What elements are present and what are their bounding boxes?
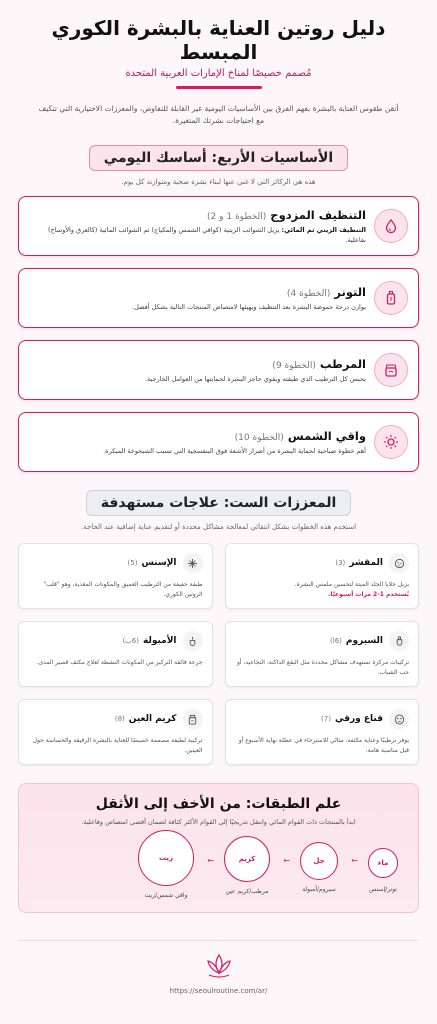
essential-steps: (الخطوة 4) — [286, 288, 331, 299]
booster-card-serum — [225, 621, 420, 687]
essential-title: التنظيف المزدوج — [270, 207, 366, 222]
essentials-list — [18, 196, 419, 472]
layering-description: ابدأ بالمنتجات ذات القوام المائي وانتقل تدريجيًا إلى القوام الأكثر كثافة لضمان أقصى امتصاص وفاعلية. — [81, 818, 356, 826]
boosters-heading-wrap — [18, 490, 419, 516]
essential-text: يحبس كل الترطيب الذي طبقته ويقوي حاجز البشرة لحمايتها من العوامل الخارجية. — [144, 374, 366, 383]
essential-lead: التنظيف الزيتي ثم المائي: — [281, 225, 366, 234]
essential-card-double-cleanse — [18, 196, 419, 256]
eye-cream-icon — [183, 709, 203, 729]
footer-url[interactable]: https://seoulroutine.com/ar/ — [169, 987, 268, 995]
layer-circle-water: ماء — [368, 848, 398, 878]
booster-steps: (6ا) — [330, 637, 342, 645]
booster-steps: (6ب) — [122, 637, 139, 645]
layer-label-oil: واقي شمس/زيت — [144, 892, 188, 899]
essentials-description: هذه هي الركائز التي لا غنى عنها لبناء بشرة صحية ومتوازنة كل يوم. — [121, 178, 316, 186]
essential-steps: (الخطوة 1 و 2) — [207, 211, 267, 222]
essentials-heading-wrap — [18, 145, 419, 171]
layer-circle-cream: كريم — [224, 836, 270, 882]
footer — [18, 940, 419, 995]
arrow-left-icon: ← — [207, 856, 214, 865]
essentials-heading: الأساسيات الأربع: أساسك اليومي — [89, 145, 348, 171]
exfoliate-icon — [389, 553, 409, 573]
essential-steps: (الخطوة 10) — [234, 432, 284, 443]
booster-highlight: يُستخدم 1-2 مرات أسبوعيًا. — [328, 590, 409, 598]
booster-card-exfoliator — [225, 543, 420, 609]
essential-text: أهم خطوة صباحية لحماية البشرة من أضرار الأشعة فوق البنفسجية التي تسبب الشيخوخة المبكرة. — [103, 446, 366, 455]
booster-card-ampoule — [18, 621, 213, 687]
booster-steps: (8) — [114, 715, 125, 723]
booster-title: السيروم — [345, 636, 383, 646]
booster-title: الأمبولة — [142, 636, 177, 646]
layer-label-gel: سيروم/أمبولة — [302, 886, 336, 893]
essential-title: المرطب — [319, 356, 366, 371]
essential-card-toner — [18, 268, 419, 328]
booster-text: جرعة فائقة التركيز من المكونات النشطة لعلاج مكثف قصير المدى. — [36, 659, 203, 666]
header — [18, 0, 419, 89]
sun-icon — [374, 425, 408, 459]
booster-card-essence — [18, 543, 213, 609]
layering-section — [18, 783, 419, 913]
booster-title: قناع ورقي — [334, 714, 383, 724]
essential-card-moisturizer — [18, 340, 419, 400]
booster-text: تركيبات مركزة تستهدف مشاكل محددة مثل البقع الداكنة، التجاعيد، أو حب الشباب. — [236, 659, 409, 676]
essential-text: يزيل الشوائب الزيتية (كواقي الشمس والمكياج) ثم الشوائب المائية (كالعرق والأوساخ) بفاعلية. — [48, 225, 366, 244]
title-divider — [176, 86, 262, 89]
boosters-heading: المعززات الست: علاجات مستهدفة — [86, 490, 352, 516]
layer-circle-gel: جل — [300, 842, 338, 880]
essential-card-sunscreen — [18, 412, 419, 472]
dropper-icon — [389, 631, 409, 651]
page-title: دليل روتين العناية بالبشرة الكوري المبسط — [51, 16, 386, 64]
booster-card-sheet-mask — [225, 699, 420, 765]
booster-title: كريم العين — [128, 714, 177, 724]
layering-steps — [29, 834, 408, 908]
ampoule-icon — [183, 631, 203, 651]
mask-icon — [389, 709, 409, 729]
booster-steps: (5) — [127, 559, 138, 567]
droplet-icon — [374, 209, 408, 243]
bottle-icon — [374, 281, 408, 315]
jar-icon — [374, 353, 408, 387]
arrow-left-icon: ← — [351, 856, 358, 865]
essential-title: التونر — [334, 284, 366, 299]
booster-card-eye-cream — [18, 699, 213, 765]
booster-steps: (3) — [335, 559, 346, 567]
boosters-description: استخدم هذه الخطوات بشكل انتقائي لمعالجة مشاكل محددة أو لتقديم عناية إضافية عند الحاجة. — [80, 523, 357, 531]
lotus-logo-icon — [18, 953, 419, 983]
essential-steps: (الخطوة 9) — [272, 360, 316, 371]
layer-circle-oil: زيت — [138, 830, 194, 886]
layer-label-cream: مرطب/كريم عين — [225, 888, 269, 895]
booster-text: يوفر ترطيبًا وعناية مكثفة، مثالي للاسترخاء في عطلة نهاية الأسبوع أو قبل مناسبة هامة. — [238, 737, 409, 754]
booster-text: يزيل خلايا الجلد الميتة لتحسين ملمس البشرة. — [294, 581, 409, 588]
booster-title: الإسنس — [141, 558, 177, 568]
intro-text: أتقن طقوس العناية بالبشرة بفهم الفرق بين الأساسيات اليومية غير القابلة للتفاوض، والمعززات الاختيارية التي تتكيف مع احتياجات بشرتك المتغيرة. — [38, 104, 399, 125]
booster-title: المقشر — [349, 558, 383, 568]
booster-text: تركيبة لطيفة مصممة خصيصًا للعناية بالبشرة الرقيقة والحساسة حول العينين. — [32, 737, 203, 754]
boosters-grid — [18, 543, 419, 765]
layer-label-water: تونر/إسنس — [369, 886, 397, 893]
essential-title: واقي الشمس — [287, 428, 366, 443]
essential-text: يوازن درجة حموضة البشرة بعد التنظيف ويهيئها لامتصاص المنتجات التالية بشكل أفضل. — [132, 302, 366, 311]
booster-steps: (7) — [321, 715, 331, 723]
booster-text: طبقة خفيفة من الترطيب العميق والمكونات المغذية، وهو "قلب" الروتين الكوري. — [43, 581, 203, 598]
arrow-left-icon: ← — [283, 856, 290, 865]
sparkle-icon — [183, 553, 203, 573]
layering-heading: علم الطبقات: من الأخف إلى الأثقل — [95, 796, 342, 812]
page-subtitle: مُصمم خصيصًا لمناخ الإمارات العربية المتحدة — [125, 68, 312, 79]
